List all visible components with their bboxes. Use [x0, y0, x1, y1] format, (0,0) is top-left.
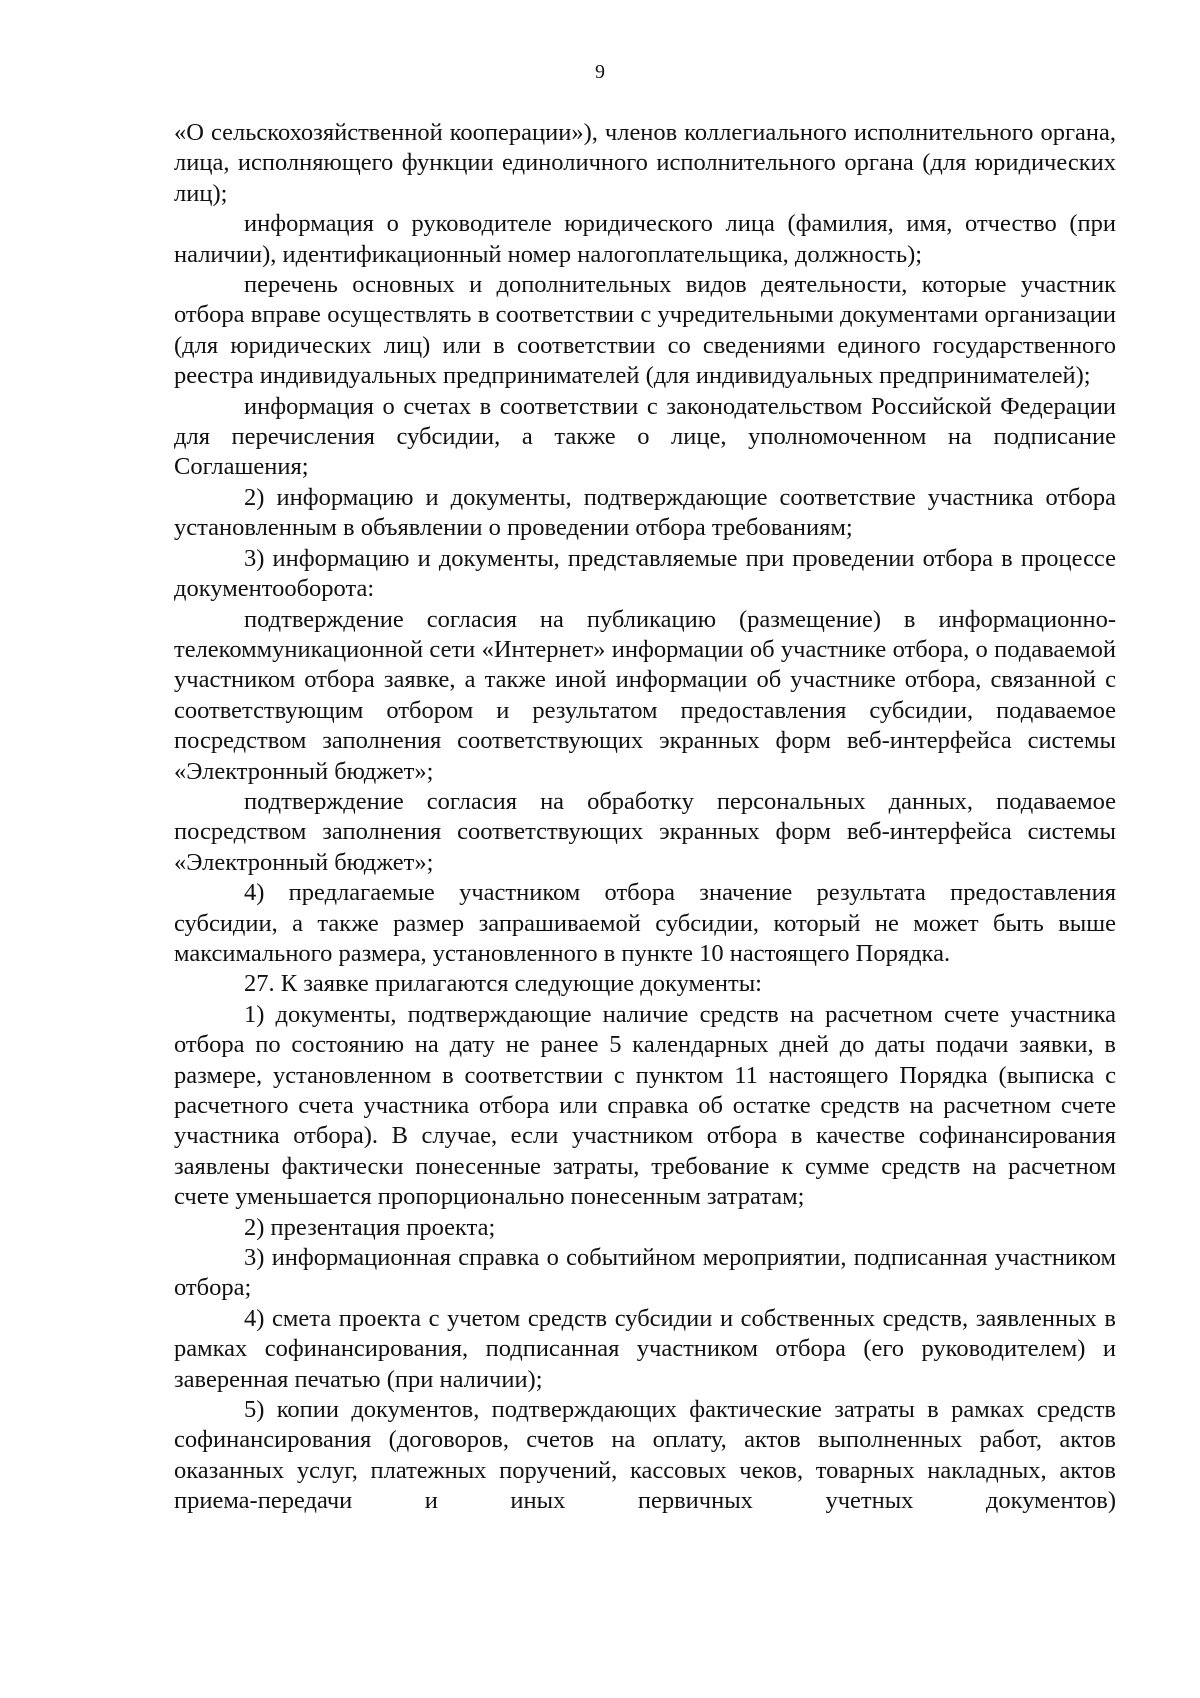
paragraph-activities-list: перечень основных и дополнительных видов деятельности, которые участник отбора вправе осуществлять в соответствии с учредительными документами организации (для юридических лиц) или в соответствии со сведениями единого государственного реестра индивидуальных предпринимателей (для индивидуальных предпринимателей); — [174, 271, 1116, 390]
document-body — [174, 118, 1116, 1517]
paragraph-doc-item-5: 5) копии документов, подтверждающих фактические затраты в рамках средств софинансирования (договоров, счетов на оплату, актов выполненных работ, актов оказанных услуг, платежных поручений, кассовых чеков, товарных накладных, актов приема-передачи и иных первичных учетных документов) — [174, 1396, 1116, 1515]
paragraph-publication-consent: подтверждение согласия на публикацию (размещение) в информационно-телекоммуникационной сети «Интернет» информации об участнике отбора, о подаваемой участником отбора заявке, а также иной информации об участнике отбора, связанной с соответствующим отбором и результатом предоставления субсидии, подаваемое посредством заполнения соответствующих экранных форм веб-интерфейса системы «Электронный бюджет»; — [174, 605, 1116, 785]
paragraph-section-27: 27. К заявке прилагаются следующие документы: — [244, 970, 762, 998]
paragraph-head-info: информация о руководителе юридического лица (фамилия, имя, отчество (при наличии), идентификационный номер налогоплательщика, должность); — [174, 210, 1116, 268]
paragraph-personal-data-consent: подтверждение согласия на обработку персональных данных, подаваемое посредством заполнения соответствующих экранных форм веб-интерфейса системы «Электронный бюджет»; — [174, 787, 1116, 876]
paragraph-continuation: «О сельскохозяйственной кооперации»), членов коллегиального исполнительного органа, лица, исполняющего функции единоличного исполнительного органа (для юридических лиц); — [174, 119, 1116, 207]
paragraph-item-2: 2) информацию и документы, подтверждающие соответствие участника отбора установленным в объявлении о проведении отбора требованиям; — [174, 483, 1116, 542]
paragraph-doc-item-1: 1) документы, подтверждающие наличие средств на расчетном счете участника отбора по состоянию на дату не ранее 5 календарных дней до даты подачи заявки, в размере, установленном в соответствии с пунктом 11 настоящего Порядка (выписка с расчетного счета участника отбора или справка об остатке средств на расчетном счете участника отбора). В случае, если участником отбора в качестве софинансирования заявлены фактически понесенные затраты, требование к сумме средств на расчетном счете уменьшается пропорционально понесенным затратам; — [174, 1000, 1116, 1211]
paragraph-item-4: 4) предлагаемые участником отбора значение результата предоставления субсидии, а также размер запрашиваемой субсидии, который не может быть выше максимального размера, установленного в пункте 10 настоящего Порядка. — [174, 879, 1116, 967]
paragraph-item-3: 3) информацию и документы, представляемые при проведении отбора в процессе документооборота: — [174, 544, 1116, 603]
paragraph-doc-item-3: 3) информационная справка о событийном мероприятии, подписанная участником отбора; — [174, 1244, 1116, 1302]
paragraph-accounts-info: информация о счетах в соответствии с законодательством Российской Федерации для перечисления субсидии, а также о лице, уполномоченном на подписание Соглашения; — [174, 392, 1116, 481]
paragraph-doc-item-4: 4) смета проекта с учетом средств субсидии и собственных средств, заявленных в рамках софинансирования, подписанная участником отбора (его руководителем) и заверенная печатью (при наличии); — [174, 1304, 1116, 1393]
paragraph-doc-item-2: 2) презентация проекта; — [244, 1213, 496, 1241]
page-number: 9 — [595, 61, 605, 83]
